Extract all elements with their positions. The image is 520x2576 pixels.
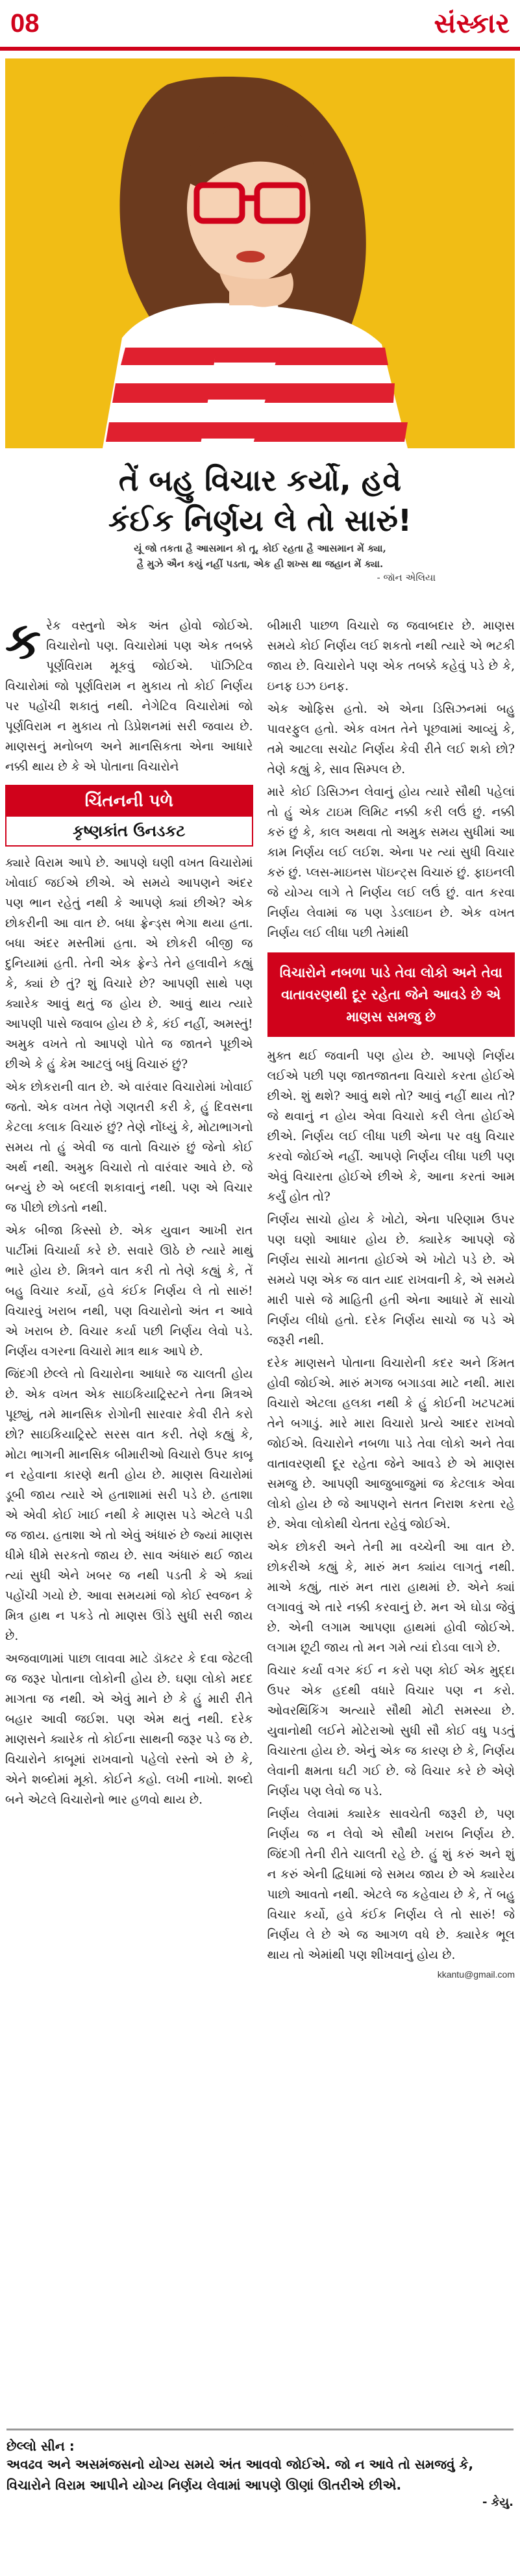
column-byline-box xyxy=(5,785,253,847)
article-paragraph: એક ઓફિસ હતો. એ એના ડિસિઝનમાં બહુ પાવરફુલ હતો. એક વખત તેને પૂછવામાં આવ્યું કે, તમે આટલા સચોટ નિર્ણય કેવી રીતે લઈ શકો છો? તેણે કહ્યું કે, સાવ સિમ્પલ છે. xyxy=(267,702,515,776)
column-name: ચિંતનની પળે xyxy=(6,786,252,817)
article-paragraph: એક છોકરાની વાત છે. એ વારંવાર વિચારોમાં ખોવાઈ જતો. એક વખત તેણે ગણતરી કરી કે, હું દિવસના કેટલા કલાક વિચારું છું? તેણે નોંધ્યું કે, મોટાભાગનો સમય તો હું એવી જ વાતો વિચારું છું જેનો કોઈ અર્થ નથી. અમુક વિચારો તો વારંવાર આવે છે. જે બન્યું છે એ બદલી શકાવાનું નથી. પણ એ વિચાર જ પીછો છોડતો નથી. xyxy=(5,1080,253,1215)
column-author: કૃષ્ણકાંત ઉનડકટ xyxy=(73,822,186,840)
poem-line: યૂં જો તકતા હૈ આસમાન કો તૂ, કોઈ રહતા હૈ આસમાન મેં ક્યા, xyxy=(134,542,386,554)
drop-cap: ક xyxy=(5,616,42,670)
pull-quote: વિચારોને નબળા પાડે તેવા લોકો અને તેવા વાતાવરણથી દૂર રહેતા જેને આવડે છે એ માણસ સમજુ છે xyxy=(267,952,515,1037)
article-paragraph: મુક્ત થઈ જવાની પણ હોય છે. આપણે નિર્ણય લઈએ પછી પણ જાતજાતના વિચારો કરતા હોઈએ છીએ. શું થશે? આવું થશે તો? આવું નહીં થાય તો? જે થવાનું ન હોય એવા વિચારો કરી લેતા હોઈએ છીએ. નિર્ણય લઈ લીધા પછી એના પર વધુ વિચાર કરવો જોઈએ નહીં. આપણે નિર્ણય લીધા પછી પણ એવું વિચારતા હોઈએ છીએ કે, આના કરતાં આમ કર્યું હોત તો? xyxy=(267,1049,515,1204)
article-title xyxy=(0,448,520,587)
article-title-line: તેં બહુ વિચાર કર્યો, હવે xyxy=(118,463,402,498)
article-paragraph: ક્યારે વિરામ આપે છે. આપણે ઘણી વખત વિચારોમાં ખોવાઈ જઈએ છીએ. એ સમયે આપણને અંદર પણ ભાન રહેતું નથી કે આપણે ક્યાં છીએ? એક છોકરીની આ વાત છે. બધા ફ્રેન્ડ્સ ભેગા થયા હતા. બધા અંદર મસ્તીમાં હતા. એ છોકરી બીજી જ દુનિયામાં હતી. તેની એક ફ્રેન્ડે તેને હલાવીને કહ્યું કે, ક્યાં છે તું? શું વિચારે છે? આપણી સાથે પણ ક્યારેક આવું થતું જ હોય છે. આવું થાય ત્યારે આપણી પાસે જવાબ હોય છે કે, કંઈ નહીં, અમસ્તું! અમુક વખતે તો આપણે પોતે જ જાતને પૂછીએ છીએ કે હું કેમ આટલું બધું વિચારું છું? xyxy=(5,856,253,1071)
woman-thinking-illustration xyxy=(5,58,515,448)
closing-scene-title: છેલ્લો સીન : xyxy=(6,2438,75,2454)
article-title-line: કંઈક નિર્ણય લે તો સારું! xyxy=(108,503,412,538)
page-number: 08 xyxy=(10,8,40,38)
article-paragraph: અજવાળામાં પાછા લાવવા માટે ડૉક્ટર કે દવા જેટલી જ જરૂર પોતાના લોકોની હોય છે. ઘણા લોકો મદદ માગતા જ નથી. એ એવું માને છે કે હું મારી રીતે બહાર આવી જઈશ. પણ એમ થતું નથી. દરેક માણસને ક્યારેક તો કોઈના સાથની જરૂર પડે જ છે. વિચારોને કાબૂમાં રાખવાનો પહેલો રસ્તો એ છે કે, એને શબ્દોમાં મૂકો. કોઈને કહો. લખી નાખો. શબ્દો બને એટલે વિચારોનો ભાર હળવો થાય છે. xyxy=(5,1652,253,1807)
article-paragraph xyxy=(5,616,253,777)
article-paragraph: જિંદગી છેલ્લે તો વિચારોના આધારે જ ચાલતી હોય છે. એક વખત એક સાઇકિયાટ્રિસ્ટને તેના મિત્રએ પૂછ્યું, તમે માનસિક રોગોની સારવાર કેવી રીતે કરો છો? સાઇકિયાટ્રિસ્ટે સરસ વાત કરી. તેણે કહ્યું કે, મોટા ભાગની માનસિક બીમારીઓ વિચારો ઉપર કાબૂ ન રહેવાના કારણે થતી હોય છે. માણસ વિચારોમાં ડૂબી જાય ત્યારે એ હતાશામાં સરી પડે છે. હતાશા એ એવી કોઈ ખાઈ નથી કે માણસ પડે એટલે પડી જ જાય. હતાશા એ તો એવું અંધારું છે જ્યાં માણસ ધીમે ધીમે સરકતો જાય છે. સાવ અંધારું થઈ જાય ત્યાં સુધી એને ખબર જ નથી પડતી કે એ ક્યાં પહોંચી ગયો છે. આવા સમયમાં જો કોઈ સ્વજન કે મિત્ર હાથ ન પકડે તો માણસ ઊંડે સુધી સરી જાય છે. xyxy=(5,1368,253,1643)
article-photo xyxy=(5,58,515,448)
article-paragraph: વિચાર કર્યા વગર કંઈ ન કરો પણ કોઈ એક મુદ્દા ઉપર એક હદથી વધારે વિચાર પણ ન કરો. ઓવરથિંકિંગ અત્યારે સૌથી મોટી સમસ્યા છે. યુવાનોથી લઈને મોટેરાઓ સુધી સૌ કોઈ વધુ પડતું વિચારતા હોય છે. એનું એક જ કારણ છે કે, નિર્ણય લેવાની ક્ષમતા ઘટી ગઈ છે. જે વિચાર કરે છે એણે નિર્ણય પણ લેવો જ પડે. xyxy=(267,1664,515,1798)
article-paragraph: મારે કોઈ ડિસિઝન લેવાનું હોય ત્યારે સૌથી પહેલાં તો હું એક ટાઇમ લિમિટ નક્કી કરી લઉં છું. નક્કી કરું છું કે, કાલ અથવા તો અમુક સમય સુધીમાં આ કામ નિર્ણય લઈ લઈશ. એના પર ત્યાં સુધી વિચાર કરું છું. પ્લસ-માઇનસ પૉઇન્ટ્સ વિચારું છું. ફાઇનલી જે યોગ્ય લાગે તે નિર્ણય લઈ લઉં છું. વાત કરવા નિર્ણય લેવામાં જ પણ ડેડલાઇન છે. એક વખત નિર્ણય લઈ લીધા પછી તેમાંથી xyxy=(267,785,515,940)
section-masthead: સંસ્કાર xyxy=(434,7,510,39)
article-paragraph-text: રેક વસ્તુનો એક અંત હોવો જોઈએ. વિચારોનો પણ. વિચારોમાં પણ એક તબક્કે પૂર્ણવિરામ મૂકવું જોઈએ. પૉઝિટિવ વિચારોમાં જો પૂર્ણવિરામ ન મુકાય તો કોઈ નિર્ણય પર પહોંચી શકાતું નથી. નેગેટિવ વિચારોમાં જો પૂર્ણવિરામ ન મુકાય તો ડિપ્રેશનમાં સરી જવાય છે. માણસનું મનોબળ અને માનસિકતા એના આધારે નક્કી થાય છે કે એ પોતાના વિચારોને xyxy=(5,619,253,774)
article-paragraph: બીમારી પાછળ વિચારો જ જવાબદાર છે. માણસ સમયે કોઈ નિર્ણય લઈ શકતો નથી ત્યારે એ ભટકી જાય છે. વિચારોને પણ એક તબક્કે કહેવું પડે છે કે, ઇનફ ઇઝ ઇનફ. xyxy=(267,619,515,693)
article-paragraph: નિર્ણય સાચો હોય કે ખોટો, એના પરિણામ ઉપર પણ ઘણો આધાર હોય છે. ક્યારેક આપણે જે નિર્ણય સાચો માનતા હોઈએ એ ખોટો પડે છે. એ સમયે પણ એક જ વાત યાદ રાખવાની કે, એ સમયે મારી પાસે જે માહિતી હતી એના આધારે મેં સાચો નિર્ણય લીધો હતો. દરેક નિર્ણય સાચો જ પડે એ જરૂરી નથી. xyxy=(267,1213,515,1347)
article-column-right xyxy=(267,616,515,2403)
article-paragraph: એક બીજા કિસ્સો છે. એક યુવાન આખી રાત પાર્ટીમાં વિચાર્યા કરે છે. સવારે ઊઠે છે ત્યારે માથું ભારે હોય છે. મિત્રને વાત કરી તો તેણે કહ્યું કે, તેં બહુ વિચાર કર્યો, હવે કંઈક નિર્ણય લે તો સારું! વિચારવું ખરાબ નથી, પણ વિચારોનો અંત ન આવે એ ખરાબ છે. વિચાર કર્યા પછી નિર્ણય લેવો પડે. નિર્ણય વગરના વિચારો માત્ર થાક આપે છે. xyxy=(5,1224,253,1358)
poem-line: હૈ મુઝે ઐન કયું નહીં પડતા, એક હી શખ્સ થા જહાન મેં ક્યા. xyxy=(136,558,384,570)
article-paragraph: દરેક માણસને પોતાના વિચારોની કદર અને કિંમત હોવી જોઈએ. મારું મગજ બગાડવા માટે નથી. મારા વિચારો એટલા હલકા નથી કે હું કોઈની ખટપટમાં તેને બગાડું. મારે મારા વિચારો પ્રત્યે આદર રાખવો જોઈએ. વિચારોને નબળા પાડે તેવા લોકો અને તેવા વાતાવરણથી દૂર રહેતા જેને આવડે છે એ માણસ સમજુ છે. આપણી આજુબાજુમાં જ કેટલાક એવા લોકો હોય છે જે આપણને સતત નિરાશ કરતા રહે છે. એવા લોકોથી ચેતતા રહેવું જોઈએ. xyxy=(267,1357,515,1531)
closing-scene xyxy=(6,2429,514,2509)
article-paragraph: નિર્ણય લેવામાં ક્યારેક સાવચેતી જરૂરી છે, પણ નિર્ણય જ ન લેવો એ સૌથી ખરાબ નિર્ણય છે. જિંદગી તેની રીતે ચાલતી રહે છે. હું શું કરું અને શું ન કરું એની દ્વિધામાં જે સમય જાય છે એ ક્યારેય પાછો આવતો નથી. એટલે જ કહેવાય છે કે, તેં બહુ વિચાર કર્યો, હવે કંઈક નિર્ણય લે તો સારું! જે નિર્ણય લે છે એ જ આગળ વધે છે. ક્યારેક ભૂલ થાય તો એમાંથી પણ શીખવાનું હોય છે. xyxy=(267,1807,515,1962)
article-body xyxy=(5,616,515,2403)
poem-author: - જૉન એલિયા xyxy=(377,572,436,583)
author-email[interactable]: kkantu@gmail.com xyxy=(437,1969,515,1980)
closing-scene-author: - કેયુ. xyxy=(482,2495,514,2509)
closing-scene-text: અવઢવ અને અસમંજસનો યોગ્ય સમયે અંત આવવો જોઈએ. જો ન આવે તો સમજવું કે, વિચારોને વિરામ આપીને યોગ્ય નિર્ણય લેવામાં આપણે ઊણાં ઊતરીએ છીએ. xyxy=(6,2456,474,2493)
page-header xyxy=(0,0,520,51)
article-paragraph: એક છોકરી અને તેની મા વચ્ચેની આ વાત છે. છોકરીએ કહ્યું કે, મારું મન ક્યાંય લાગતું નથી. માએ કહ્યું, તારું મન તારા હાથમાં છે. એને ક્યાં લગાવવું એ તારે નક્કી કરવાનું છે. મન એ ઘોડા જેવું છે. એની લગામ આપણા હાથમાં હોવી જોઈએ. લગામ છૂટી જાય તો મન ગમે ત્યાં દોડવા લાગે છે. xyxy=(267,1540,515,1655)
article-column-left xyxy=(5,616,253,2403)
